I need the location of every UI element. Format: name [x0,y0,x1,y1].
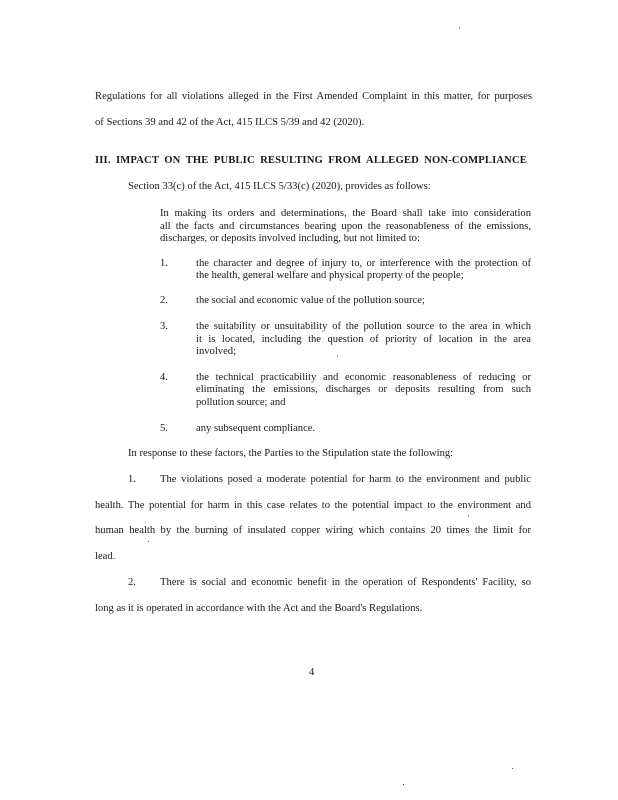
list-item-line: the social and economic value of the pollution source; [196,295,425,306]
scan-speck [148,541,149,542]
list-number: 4. [160,372,168,383]
paragraph-number: 1. [128,474,136,485]
list-item-line: the health, general welfare and physical property of the people; [196,270,464,281]
scan-speck [512,768,513,769]
list-item-line: it is located, including the question of priority of location in the area [196,334,531,345]
body-line: There is social and economic benefit in the operation of Respondents' Facility, so [160,577,531,588]
page-number: 4 [309,667,315,678]
body-line: In response to these factors, the Parties to the Stipulation state the following: [128,448,454,459]
quote-line: In making its orders and determinations, the Board shall take into consideration [160,208,531,219]
body-line: Section 33(c) of the Act, 415 ILCS 5/33(c) (2020), provides as follows: [128,181,431,192]
paragraph-number: 2. [128,577,136,588]
scan-speck [459,27,460,28]
body-line: Regulations for all violations alleged in the First Amended Complaint in this matter, for purposes [95,91,532,102]
scan-speck [337,356,338,357]
list-item-line: any subsequent compliance. [196,423,316,434]
list-item-line: eliminating the emissions, discharges or deposits resulting from such [196,384,531,395]
section-heading: III. IMPACT ON THE PUBLIC RESULTING FROM ALLEGED NON-COMPLIANCE [95,155,527,166]
body-line: of Sections 39 and 42 of the Act, 415 ILCS 5/39 and 42 (2020). [95,117,365,128]
list-number: 3. [160,321,168,332]
quote-line: discharges, or deposits involved including, but not limited to: [160,233,420,244]
list-number: 1. [160,258,168,269]
list-item-line: the character and degree of injury to, or interference with the protection of [196,258,531,269]
scan-speck [403,784,404,785]
list-item-line: involved; [196,346,237,357]
body-line: lead. [95,551,116,562]
list-item-line: the technical practicability and economic reasonableness of reducing or [196,372,531,383]
list-item-line: the suitability or unsuitability of the pollution source to the area in which [196,321,531,332]
list-item-line: pollution source; and [196,397,286,408]
body-line: long as it is operated in accordance with the Act and the Board's Regulations. [95,603,423,614]
quote-line: all the facts and circumstances bearing upon the reasonableness of the emissions, [160,221,531,232]
body-line: health. The potential for harm in this case relates to the potential impact to the environment and [95,500,531,511]
list-number: 5. [160,423,168,434]
list-number: 2. [160,295,168,306]
scan-speck [468,515,469,516]
body-line: The violations posed a moderate potential for harm to the environment and public [160,474,531,485]
body-line: human health by the burning of insulated copper wiring which contains 20 times the limit for [95,525,531,536]
